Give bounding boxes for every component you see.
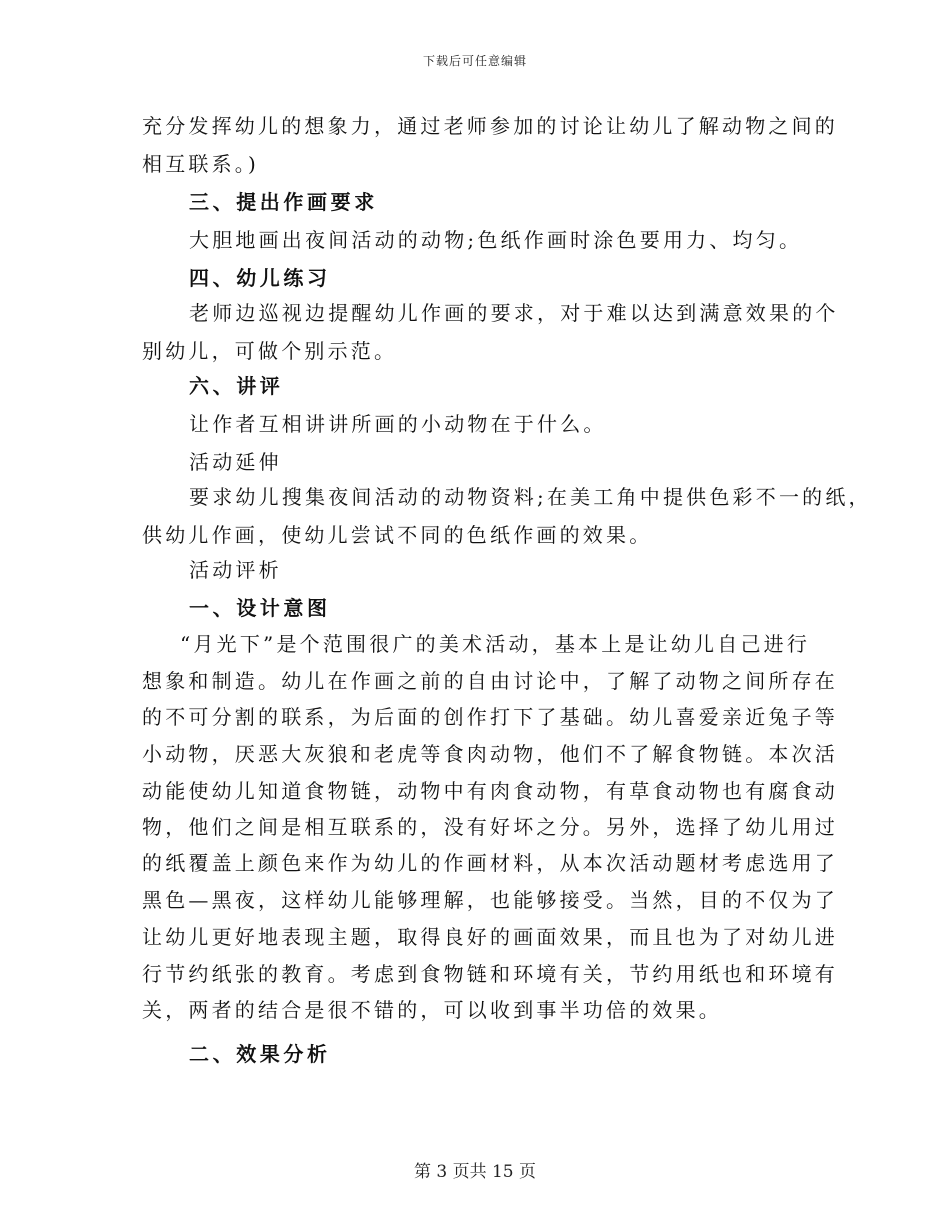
paragraph-line: 要求幼儿搜集夜间活动的动物资料;在美工角中提供色彩不一的纸， xyxy=(189,485,872,509)
paragraph-line: 关，两者的结合是很不错的，可以收到事半功倍的效果。 xyxy=(142,998,722,1022)
paragraph-line: 老师边巡视边提醒幼儿作画的要求，对于难以达到满意效果的个 xyxy=(189,301,839,325)
page-header: 下载后可任意编辑 xyxy=(422,54,527,68)
paragraph-line: 小动物，厌恶大灰狼和老虎等食肉动物，他们不了解食物链。本次活 xyxy=(142,742,838,766)
paragraph-line: 让作者互相讲讲所画的小动物在于什么。 xyxy=(189,412,607,436)
subsection-label: 活动评析 xyxy=(189,558,282,582)
paragraph-line: 充分发挥幼儿的想象力，通过老师参加的讨论让幼儿了解动物之间的 xyxy=(142,114,838,138)
section-heading: 三、提出作画要求 xyxy=(189,190,378,214)
paragraph-line: 别幼儿，可做个别示范。 xyxy=(142,339,398,363)
paragraph-line: 供幼儿作画，使幼儿尝试不同的色纸作画的效果。 xyxy=(142,523,653,547)
page-footer: 第 3 页共 15 页 xyxy=(413,1162,537,1182)
paragraph-line: 的不可分割的联系，为后面的创作打下了基础。幼儿喜爱亲近兔子等 xyxy=(142,705,838,729)
paragraph-line: 让幼儿更好地表现主题，取得良好的画面效果，而且也为了对幼儿进 xyxy=(142,925,838,949)
section-heading: 二、效果分析 xyxy=(189,1042,331,1066)
paragraph-line: 想象和制造。幼儿在作画之前的自由讨论中，了解了动物之间所存在 xyxy=(142,669,838,693)
paragraph-line: 行节约纸张的教育。考虑到食物链和环境有关，节约用纸也和环境有 xyxy=(142,962,838,986)
paragraph-line: “月光下”是个范围很广的美术活动，基本上是让幼儿自己进行 xyxy=(180,632,811,656)
subsection-label: 活动延伸 xyxy=(189,450,282,474)
section-heading: 四、幼儿练习 xyxy=(189,266,331,290)
section-heading: 一、设计意图 xyxy=(189,596,331,620)
paragraph-line: 的纸覆盖上颜色来作为幼儿的作画材料，从本次活动题材考虑选用了 xyxy=(142,851,838,875)
paragraph-line: 黑色—黑夜，这样幼儿能够理解，也能够接受。当然，目的不仅为了 xyxy=(142,888,838,912)
paragraph-line: 物，他们之间是相互联系的，没有好坏之分。另外，选择了幼儿用过 xyxy=(142,815,838,839)
paragraph-line: 大胆地画出夜间活动的动物;色纸作画时涂色要用力、均匀。 xyxy=(189,228,803,252)
section-heading: 六、讲评 xyxy=(189,374,284,398)
paragraph-line: 相互联系。) xyxy=(142,152,260,176)
paragraph-line: 动能使幼儿知道食物链，动物中有肉食动物，有草食动物也有腐食动 xyxy=(142,779,838,803)
